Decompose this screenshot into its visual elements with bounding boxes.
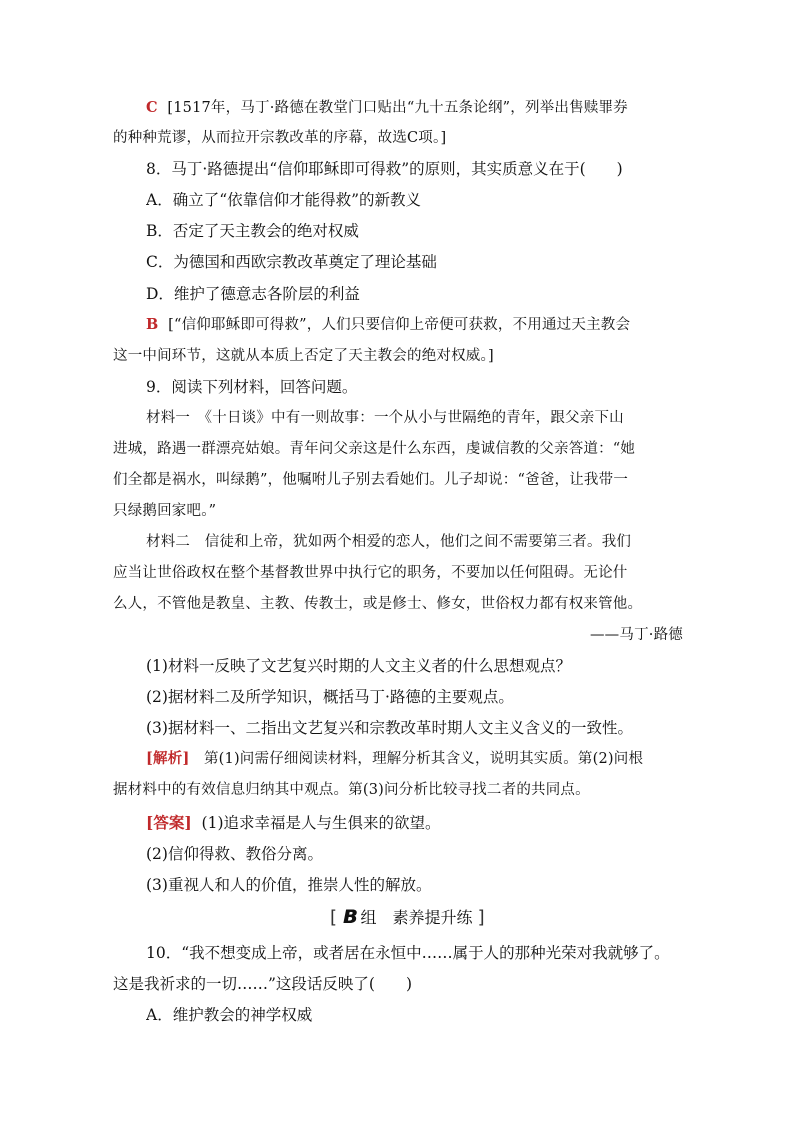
analysis-line-2: 据材料中的有效信息归纳其中观点。第(3)问分析比较寻找二者的共同点。	[113, 782, 590, 798]
answer-9-text-1: (1)追求幸福是人与生俱来的欲望。	[201, 814, 441, 832]
question-8-option-b: B．否定了天主教会的绝对权威	[146, 222, 359, 240]
question-10-line-1: 10．“我不想变成上帝，或者居在永恒中……属于人的那种光荣对我就够了。	[146, 944, 670, 962]
answer-7-line-2: 的种种荒谬，从而拉开宗教改革的序幕，故选C项。]	[113, 130, 447, 146]
answer-9-line-3: (3)重视人和人的价值，推崇人性的解放。	[146, 876, 432, 894]
group-open-bracket: [	[330, 907, 338, 928]
question-9-stem: 9．阅读下列材料，回答问题。	[146, 378, 358, 396]
answer-8-text-1: [“信仰耶稣即可得救”，人们只要信仰上帝便可获救，不用通过天主教会	[168, 317, 631, 333]
analysis-label: [解析]	[146, 750, 190, 767]
group-b-header	[330, 905, 485, 930]
question-8-stem: 8．马丁·路德提出“信仰耶稣即可得救”的原则，其实质意义在于( )	[146, 160, 623, 178]
material-1-line-1: 材料一 《十日谈》中有一则故事：一个从小与世隔绝的青年，跟父亲下山	[146, 410, 624, 426]
question-9-sub-1: (1)材料一反映了文艺复兴时期的人文主义者的什么思想观点？	[146, 657, 571, 675]
analysis-text-1: 第(1)问需仔细阅读材料，理解分析其含义，说明其实质。第(2)问根	[203, 751, 644, 767]
material-2-line-3: 么人，不管他是教皇、主教、传教士，或是修士、修女，世俗权力都有权来管他。	[113, 596, 643, 612]
material-1-line-4: 只绿鹅回家吧。”	[113, 503, 217, 519]
question-10-line-2: 这是我祈求的一切……”这段话反映了( )	[113, 975, 413, 993]
group-close-bracket: ]	[477, 907, 485, 928]
answer-7-text-1: [1517年，马丁·路德在教堂门口贴出“九十五条论纲”，列举出售赎罪券	[167, 100, 628, 116]
material-1-line-2: 进城，路遇一群漂亮姑娘。青年问父亲这是什么东西，虔诚信教的父亲答道：“她	[113, 441, 636, 457]
material-1-line-3: 们全都是祸水，叫绿鹅”，他嘱咐儿子别去看她们。儿子却说：“爸爸，让我带一	[113, 472, 629, 488]
question-9-sub-3: (3)据材料一、二指出文艺复兴和宗教改革时期人文主义含义的一致性。	[146, 719, 633, 737]
answer-7-letter: C	[146, 99, 158, 116]
material-2-source: ——马丁·路德	[589, 627, 683, 643]
material-2-line-1: 材料二 信徒和上帝，犹如两个相爱的恋人，他们之间不需要第三者。我们	[146, 534, 632, 550]
answer-9-line-1	[146, 812, 683, 834]
question-9-sub-2: (2)据材料二及所学知识，概括马丁·路德的主要观点。	[146, 688, 514, 706]
question-8-option-c: C．为德国和西欧宗教改革奠定了理论基础	[146, 253, 437, 271]
question-10-option-a: A．维护教会的神学权威	[146, 1006, 313, 1024]
answer-8-line-1	[146, 314, 683, 336]
group-badge: B	[343, 906, 358, 928]
question-8-option-d: D．维护了德意志各阶层的利益	[146, 285, 360, 303]
answer-7-line-1	[146, 97, 683, 119]
answer-8-line-2: 这一中间环节，这就从本质上否定了天主教会的绝对权威。]	[113, 348, 494, 364]
answer-label: [答案]	[146, 813, 192, 832]
answer-9-line-2: (2)信仰得救、教俗分离。	[146, 845, 323, 863]
material-2-line-2: 应当让世俗政权在整个基督教世界中执行它的职务，不要加以任何阻碍。无论什	[113, 565, 628, 581]
analysis-line-1	[146, 748, 683, 770]
group-title: 组 素养提升练	[360, 908, 473, 927]
answer-8-letter: B	[146, 316, 159, 333]
question-8-option-a: A．确立了“依靠信仰才能得救”的新教义	[146, 191, 422, 209]
